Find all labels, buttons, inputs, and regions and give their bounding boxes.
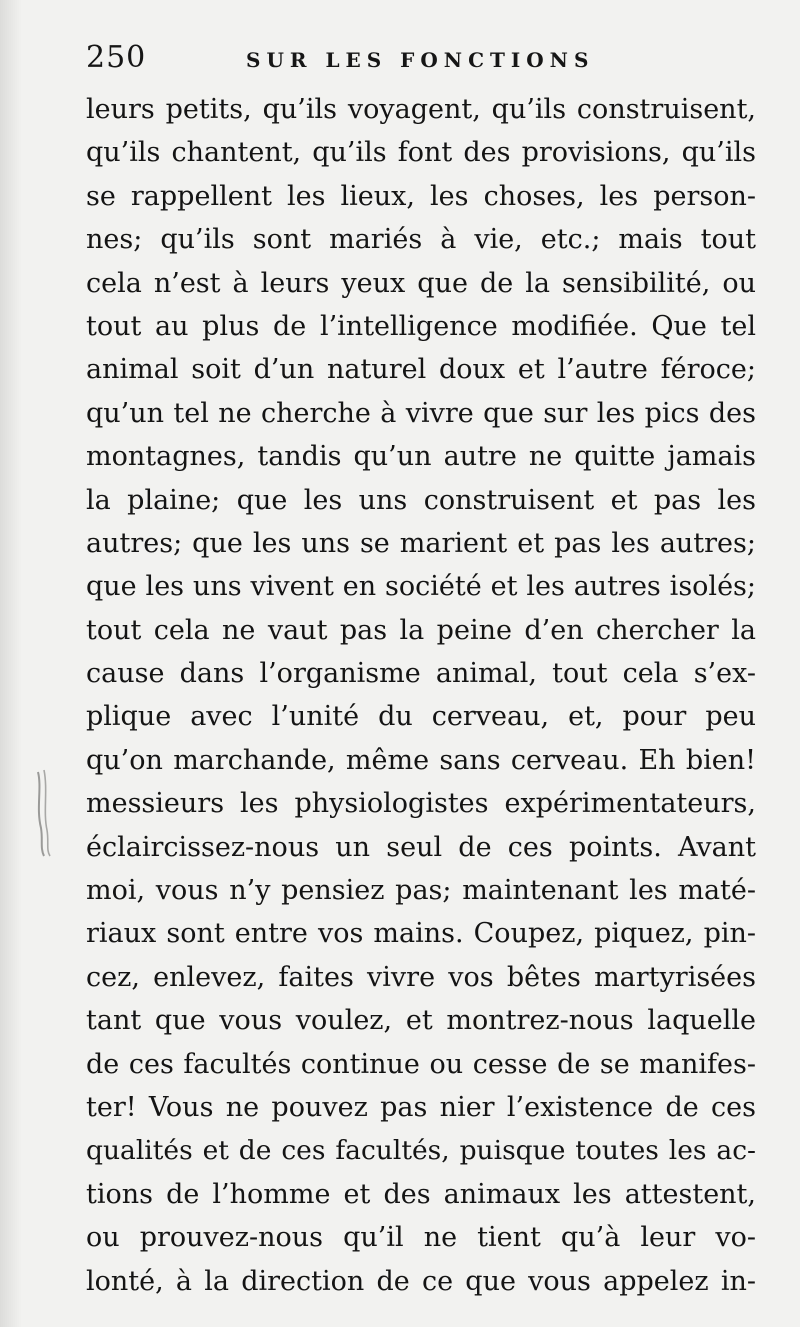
page-number: 250	[86, 40, 147, 75]
text-line: qu’ils chantent, qu’ils font des provisions, qu’ils	[86, 137, 756, 169]
text-line: ou prouvez-nous qu’il ne tient qu’à leur vo-	[86, 1222, 756, 1254]
text-line: tions de l’homme et des animaux les attestent,	[86, 1178, 756, 1210]
text-line: autres; que les uns se marient et pas les autres;	[86, 527, 756, 559]
text-line: animal soit d’un naturel doux et l’autre féroce;	[86, 354, 756, 386]
text-line: nes; qu’ils sont mariés à vie, etc.; mais tout	[86, 224, 756, 256]
text-line: cela n’est à leurs yeux que de la sensibilité, ou	[86, 267, 756, 299]
text-line: tout cela ne vaut pas la peine d’en chercher la	[86, 614, 756, 646]
text-line: ter! Vous ne pouvez pas nier l’existence de ces	[86, 1091, 756, 1123]
text-line: lonté, à la direction de ce que vous appelez in-	[86, 1265, 756, 1297]
text-line: la plaine; que les uns construisent et pas les	[86, 484, 756, 516]
running-title: SUR LES FONCTIONS	[246, 48, 595, 72]
page-header	[86, 40, 750, 80]
text-line: de ces facultés continue ou cesse de se manifes-	[86, 1048, 756, 1080]
text-line: cez, enlevez, faites vivre vos bêtes martyrisées	[86, 961, 756, 993]
text-line: éclaircissez-nous un seul de ces points. Avant	[86, 831, 756, 863]
text-line: tout au plus de l’intelligence modifiée. Que tel	[86, 310, 756, 342]
text-line: plique avec l’unité du cerveau, et, pour peu	[86, 701, 756, 733]
text-line: messieurs les physiologistes expérimentateurs,	[86, 788, 756, 820]
text-line: montagnes, tandis qu’un autre ne quitte jamais	[86, 441, 756, 473]
text-line: qu’un tel ne cherche à vivre que sur les pics des	[86, 397, 756, 429]
text-line: se rappellent les lieux, les choses, les person-	[86, 180, 756, 212]
text-line: qu’on marchande, même sans cerveau. Eh bien!	[86, 744, 756, 776]
page-edge-shadow	[0, 0, 22, 1327]
pencil-margin-mark-icon	[34, 768, 54, 858]
text-line: qualités et de ces facultés, puisque toutes les ac-	[86, 1135, 756, 1167]
text-line: leurs petits, qu’ils voyagent, qu’ils construisent,	[86, 94, 756, 125]
text-line: riaux sont entre vos mains. Coupez, piquez, pin-	[86, 918, 756, 950]
body-text	[86, 88, 756, 1303]
text-line: cause dans l’organisme animal, tout cela s’ex-	[86, 658, 756, 690]
text-line: que les uns vivent en société et les autres isolés;	[86, 571, 756, 603]
text-line: tant que vous voulez, et montrez-nous laquelle	[86, 1005, 756, 1037]
text-line: moi, vous n’y pensiez pas; maintenant les maté-	[86, 875, 756, 907]
